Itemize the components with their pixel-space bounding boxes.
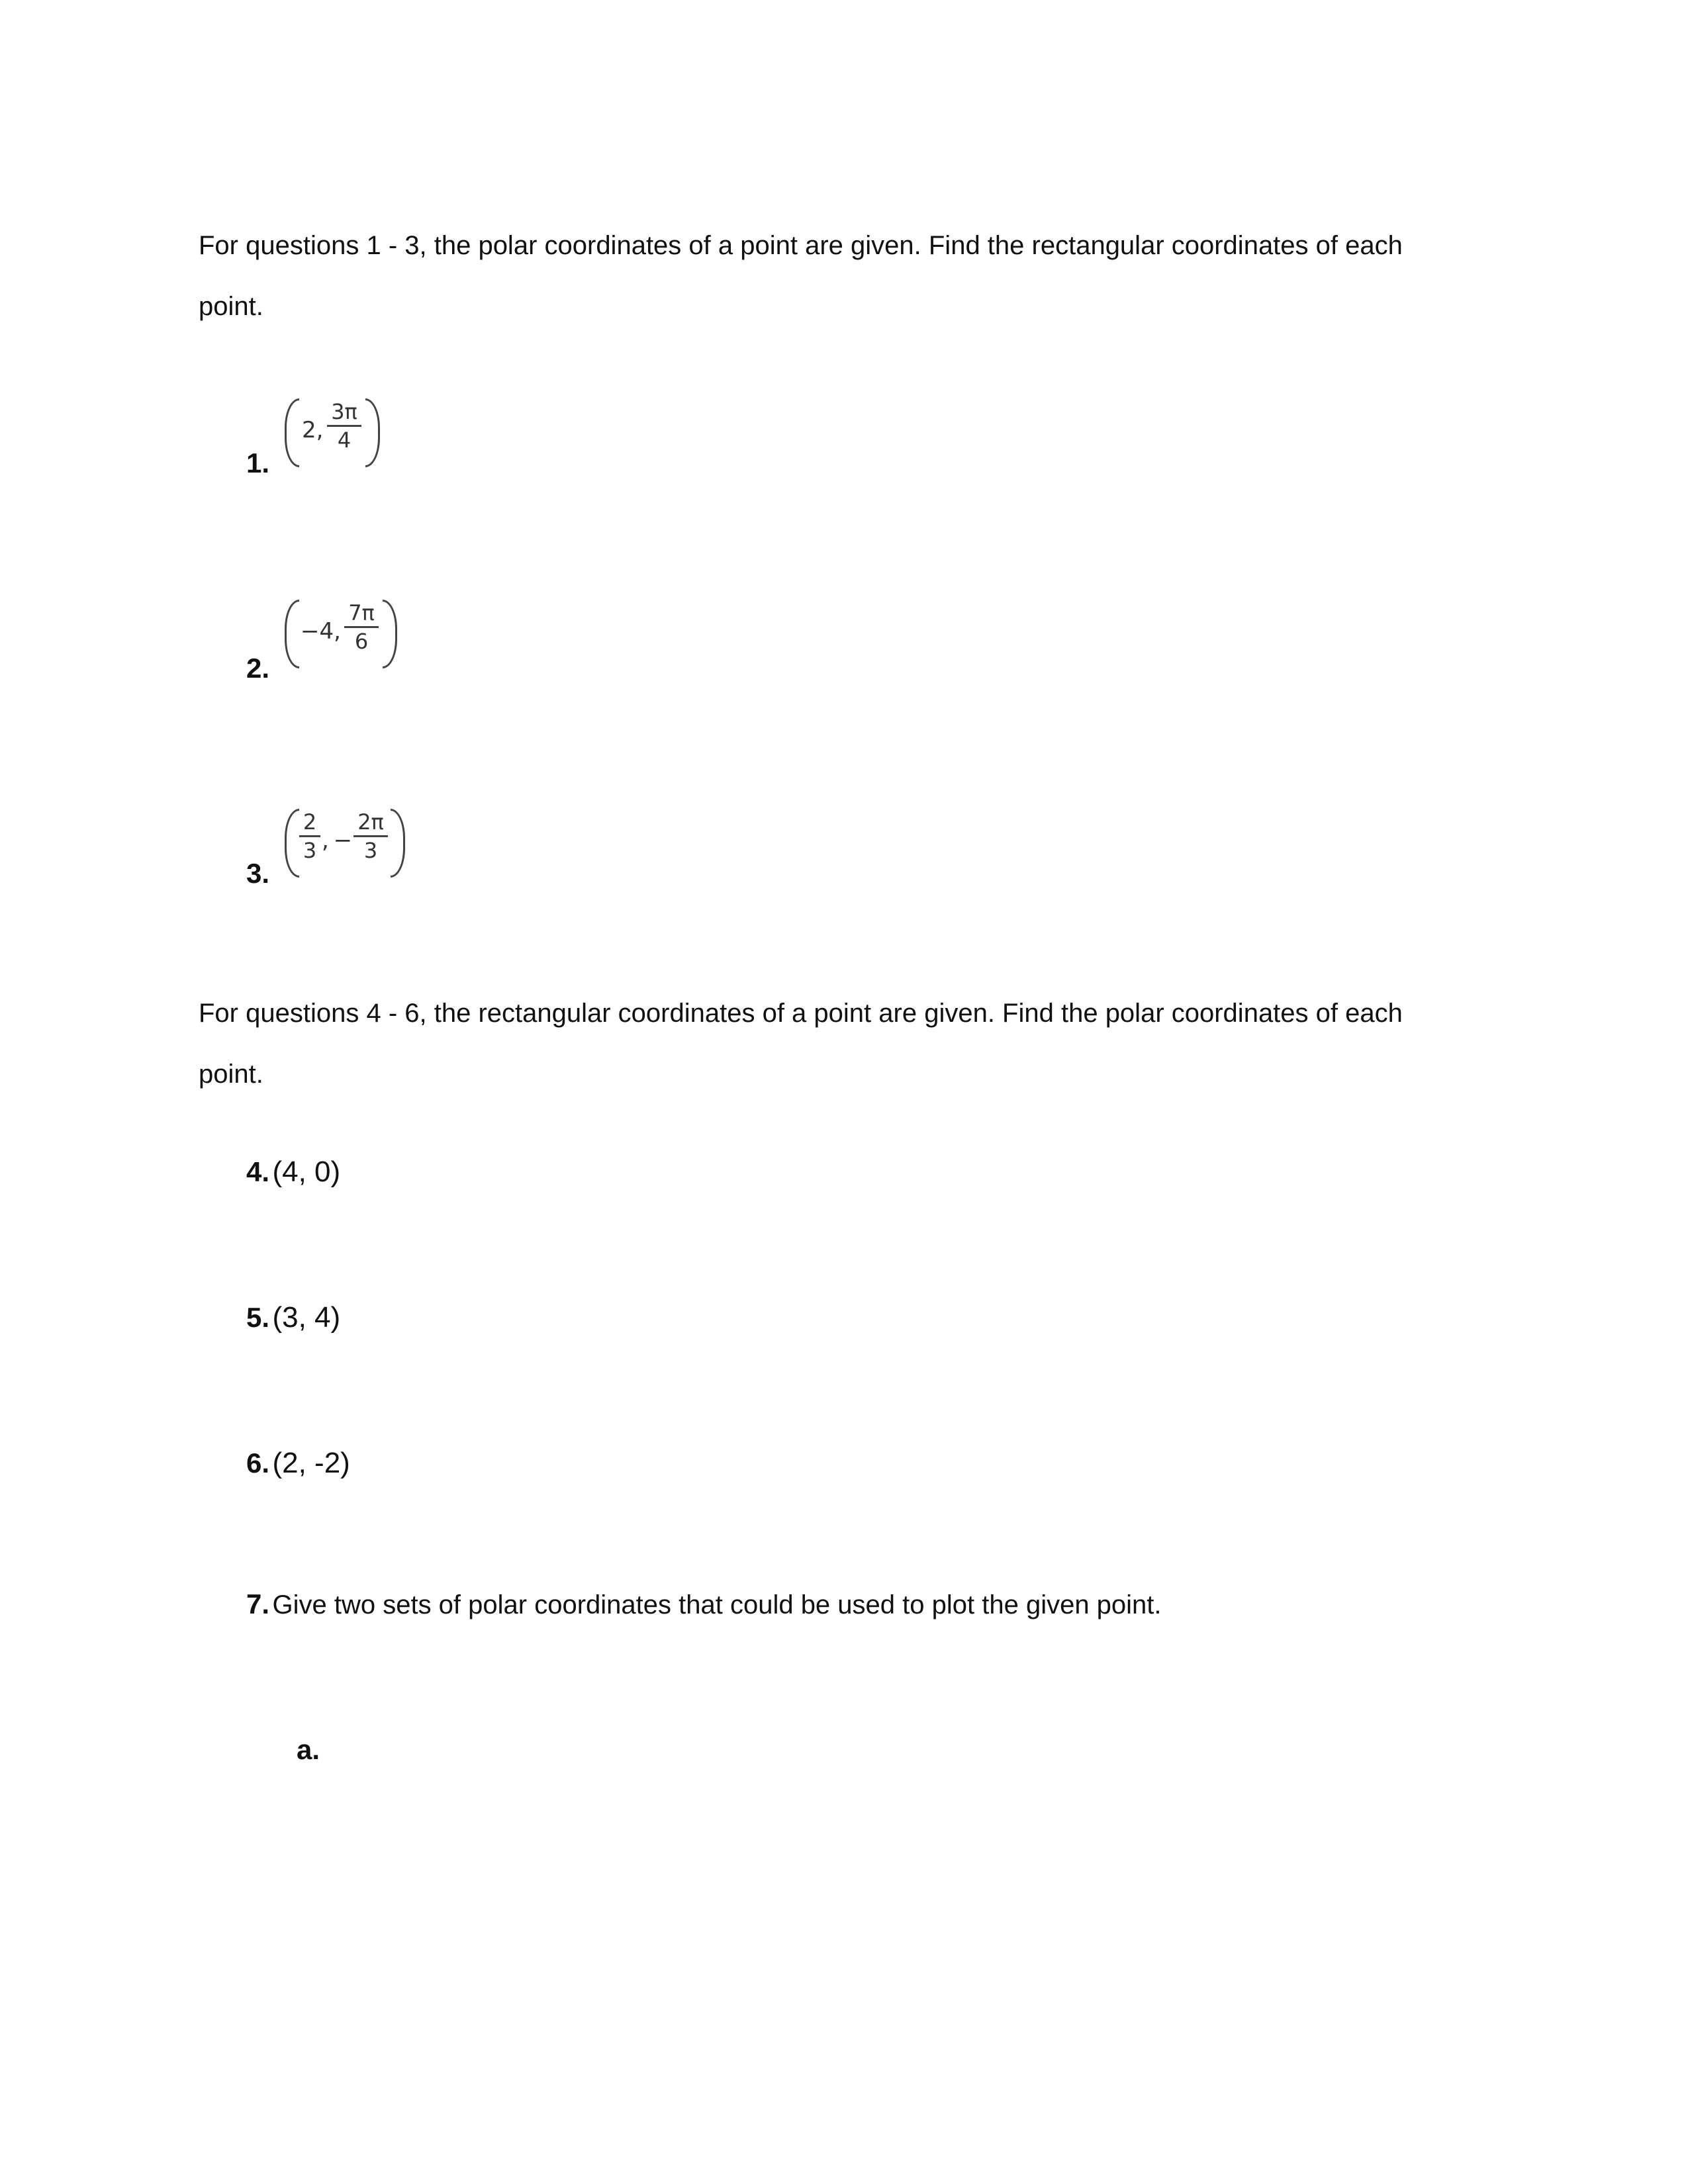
question-4-point: (4, 0) [272,1156,341,1188]
section2-instructions [199,998,1489,1089]
question-7a [297,1734,320,1766]
question-7a-label: a. [297,1734,320,1765]
angle-numerator: 3π [331,399,357,424]
radius-denominator: 3 [303,838,317,863]
angle-denominator: 3 [363,838,378,863]
question-6-number: 6. [246,1447,270,1479]
question-5 [246,1301,340,1334]
section1-intro-line2: point. [199,292,263,321]
angle-fraction [327,400,361,452]
question-4 [246,1156,340,1189]
question-4-number: 4. [246,1156,270,1187]
radius: −4, [301,618,341,645]
section1-intro-line1: For questions 1 - 3, the polar coordinates of a point are given. Find the rectangular coordinates of each [199,231,1403,260]
question-2-number: 2. [246,653,270,684]
question-7-number: 7. [246,1588,270,1619]
section2-intro-line2: point. [199,1060,263,1089]
question-2-polar-coordinate [285,600,404,672]
question-3-polar-coordinate [285,809,410,882]
fraction-bar [299,835,320,837]
question-5-number: 5. [246,1302,270,1333]
left-paren [285,600,299,668]
left-paren [285,809,299,878]
angle-numerator: 2π [357,809,384,835]
angle-denominator: 4 [337,428,352,453]
right-paren [383,600,397,668]
section2-intro-line1: For questions 4 - 6, the rectangular coordinates of a point are given. Find the polar coordinates of each [199,999,1403,1028]
section1-instructions [199,230,1489,322]
fraction-bar [353,835,388,837]
fraction-bar [344,626,379,628]
radius: 2, [302,417,324,443]
question-1-polar-coordinate [285,398,384,471]
angle-fraction [344,601,379,653]
right-paren [365,398,380,467]
angle-fraction [353,810,388,862]
radius-fraction [299,810,320,862]
question-3-number: 3. [246,858,270,889]
separator: , − [322,827,353,854]
angle-denominator: 6 [354,629,369,654]
right-paren [391,809,405,878]
left-paren [285,398,299,467]
question-6-point: (2, -2) [272,1447,350,1479]
question-7-text: Give two sets of polar coordinates that could be used to plot the given point. [272,1590,1162,1619]
radius-numerator: 2 [303,809,317,835]
question-5-point: (3, 4) [272,1301,341,1334]
angle-numerator: 7π [348,600,375,625]
question-1-number: 1. [246,447,270,478]
fraction-bar [327,425,361,427]
question-7 [246,1588,1162,1620]
question-6 [246,1447,350,1480]
